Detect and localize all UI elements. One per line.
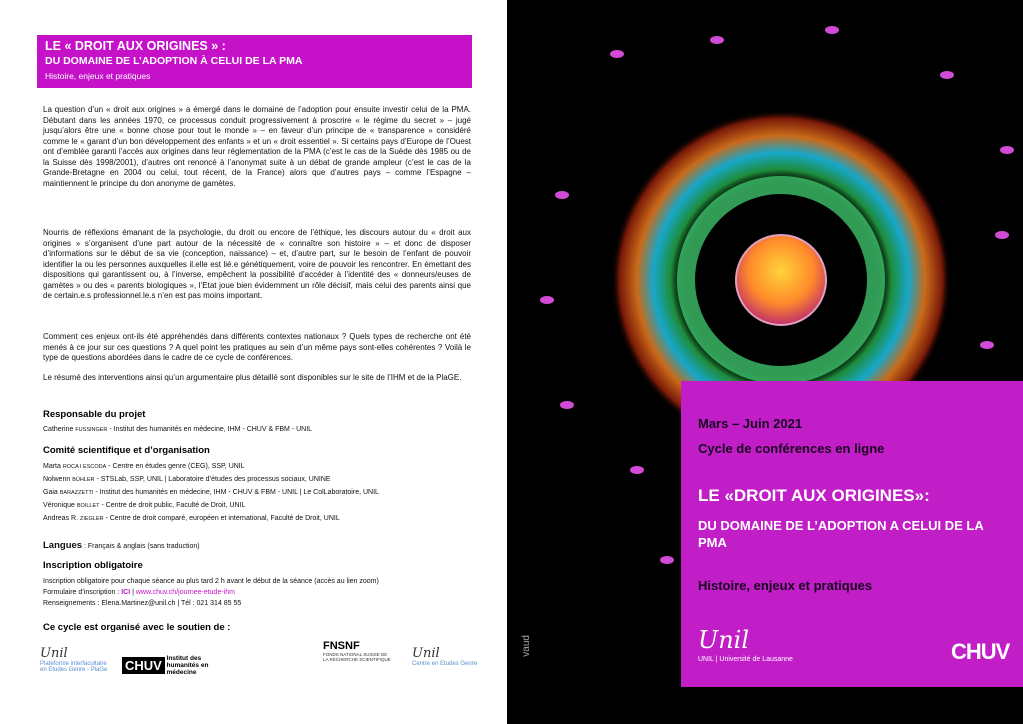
inscription-line-3: Renseignements : Elena.Martinez@unil.ch | Tél : 021 314 85 55 <box>43 600 242 607</box>
comite-member <box>43 515 340 522</box>
plage-logo <box>40 646 110 673</box>
inscription-line-1: Inscription obligatoire pour chaque séance au plus tard 2 h avant le début de la séance (accès au lien zoom) <box>43 578 379 585</box>
chuv-ihm-logo <box>122 655 229 676</box>
fns-caption: FONDS NATIONAL SUISSE DE LA RECHERCHE SCIENTIFIQUE <box>323 652 391 662</box>
person-affiliation: - Centre de droit comparé, européen et international, Faculté de Droit, UNIL <box>103 515 340 522</box>
header-title: LE « DROIT AUX ORIGINES » : <box>45 39 226 53</box>
ihm-text: Institut des humanités en médecine <box>166 655 209 676</box>
cover-info-panel <box>681 381 1023 687</box>
ici-link[interactable]: ICI <box>121 589 131 596</box>
header-tagline: Histoire, enjeux et pratiques <box>45 71 151 81</box>
unil-logo <box>698 626 793 663</box>
unil-logo-text: Unil <box>412 646 440 661</box>
chuv-logo: CHUV <box>951 639 1010 664</box>
separator: | <box>130 589 136 596</box>
fns-mark: FNSNF <box>323 640 360 652</box>
comite-member <box>43 502 245 509</box>
person-last-name: BOILLET <box>76 503 100 509</box>
form-label: Formulaire d’inscription : <box>43 589 122 596</box>
person-first-name: Véronique <box>43 502 75 509</box>
intro-paragraph-3: Comment ces enjeux ont-ils été appréhendés dans différents contextes nationaux ? Quels types de recherche ont été menés à ce jour sur ces questions ? A quel point les pratiques au sein d’un même pays sont-elles cohérentes ? Voilà le type de questions abordées dans le cadre de ce cycle de conférences. <box>43 332 471 362</box>
person-affiliation: - Centre en études genre (CEG), SSP, UNIL <box>106 463 245 470</box>
person-first-name: Gaia <box>43 489 58 496</box>
comite-member <box>43 489 379 496</box>
unil-logo-script: Unil <box>698 626 750 654</box>
person-last-name: BÜHLER <box>72 477 95 483</box>
fns-logo <box>323 640 393 662</box>
person-affiliation: - Institut des humanités en médecine, IHM - CHUV & FBM - UNIL <box>107 426 313 433</box>
soutien-heading: Ce cycle est organisé avec le soutien de : <box>43 622 231 633</box>
intro-paragraph-2: Nourris de réflexions émanant de la psychologie, du droit ou encore de l’éthique, les discours autour du « droit aux origines » s’organisent d’une part autour de la nécessité de « connaître son histoire » – et donc de disposer d’informations sur le début de sa vie (conception, naissance) – et, d’autre part, sur le besoin de l’enfant de pouvoir identifier la ou les personnes auxquelles il.elle est lié.e génétiquement, voire de pouvoir les rencontrer. En émettant des dispositions qui garantissent ou, à l’inverse, empêchent la possibilité d’accéder à l’identité des « donneurs/euses de gamètes » ou des « parents biologiques », l’Etat joue bien évidemment un rôle décisif, mais celui des parents ainsi que de certain.e.s professionnel.le.s n’en est pas moins important. <box>43 228 471 300</box>
chuv-mark: CHUV <box>122 657 165 674</box>
person-last-name: FUSSINGER <box>75 427 108 433</box>
comite-member <box>43 476 331 483</box>
ceg-caption: Centre en Etudes Genre <box>412 661 478 667</box>
langues-heading: Langues <box>43 540 83 551</box>
header-banner <box>37 35 472 88</box>
inscription-line-2 <box>43 589 235 596</box>
person-first-name: Andreas R. <box>43 515 79 522</box>
intro-paragraph-1: La question d’un « droit aux origines » a émergé dans le domaine de l’adoption pour ensuite investir celui de la PMA. Débutant dans les années 1970, ce processus conduit progressivement à proscrire « le régime du secret » – jugé jusqu’alors être une « bonne chose pour tout le monde » – en faveur d’un principe de « transparence » considéré comme le « garant d’un bon développement des enfants » et un « droit essentiel ». Si certains pays d’Europe de l’Ouest ont d’emblée garanti l’accès aux origines dans leur réglementation de la PMA (c’est le cas de la Suède dès 1985 ou de la Suisse dès 1998/2001), d’autres ont renoncé à l’anonymat suite à un débat de grande ampleur (c’est le cas de la Grande-Bretagne en 2004 ou celui, tout récent, de la France) alors que d’autres pays – comme l’Espagne – maintiennent le principe du don anonyme de gamètes. <box>43 105 471 188</box>
responsable-heading: Responsable du projet <box>43 409 146 420</box>
person-last-name: ROCA I ESCODA <box>62 464 107 470</box>
vaud-logo: vaud <box>521 635 532 657</box>
ceg-logo <box>412 646 477 667</box>
comite-member <box>43 463 245 470</box>
unil-logo-sub: UNIL | Université de Lausanne <box>698 656 793 663</box>
responsable-line <box>43 426 312 433</box>
unil-logo-text: Unil <box>40 646 68 661</box>
cover-page <box>507 0 1023 724</box>
person-last-name: BARAZZETTI <box>59 490 94 496</box>
cover-cycle: Cycle de conférences en ligne <box>698 441 885 456</box>
registration-url-link[interactable]: www.chuv.ch/journee-etude-ihm <box>135 589 235 596</box>
header-subtitle: DU DOMAINE DE L’ADOPTION À CELUI DE LA PMA <box>45 55 303 67</box>
cover-title: LE «DROIT AUX ORIGINES»: <box>698 486 930 505</box>
cover-tagline: Histoire, enjeux et pratiques <box>698 578 873 593</box>
person-affiliation: - STSLab, SSP, UNIL | Laboratoire d’études des processus sociaux, UNINE <box>94 476 331 483</box>
langues-line <box>43 540 200 551</box>
person-first-name: Catherine <box>43 426 74 433</box>
cover-dates: Mars – Juin 2021 <box>698 416 803 431</box>
langues-value: : Français & anglais (sans traduction) <box>82 543 200 550</box>
person-affiliation: - Centre de droit public, Faculté de Droit, UNIL <box>99 502 246 509</box>
person-first-name: Marta <box>43 463 61 470</box>
intro-paragraph-4: Le résumé des interventions ainsi qu’un argumentaire plus détaillé sont disponibles sur le site de l’IHM et de la PlaGE. <box>43 373 462 382</box>
comite-heading: Comité scientifique et d’organisation <box>43 445 210 456</box>
cell-core <box>736 235 826 325</box>
cover-subtitle: DU DOMAINE DE L’ADOPTION A CELUI DE LA PMA <box>698 518 984 550</box>
person-affiliation: - Institut des humanités en médecine, IHM - CHUV & FBM - UNIL | Le ColLaboratoire, UNIL <box>93 489 379 496</box>
person-last-name: ZIEGLER <box>79 516 104 522</box>
plage-caption: Plateforme interfacultaire en Etudes Genre - PlaGe <box>40 661 108 673</box>
left-page <box>0 0 507 724</box>
person-first-name: Nolwenn <box>43 476 71 483</box>
inscription-heading: Inscription obligatoire <box>43 560 143 571</box>
